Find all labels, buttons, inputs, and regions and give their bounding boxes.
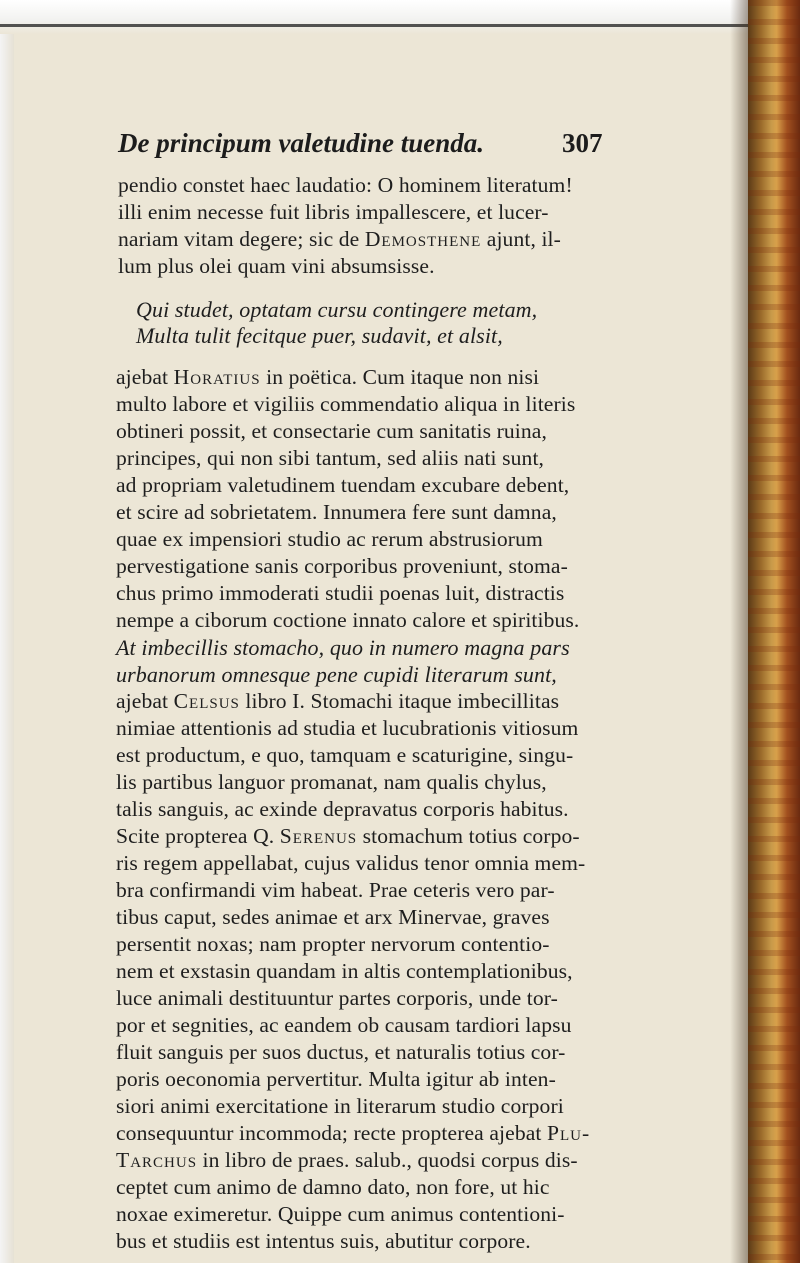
text-line: bra confirmandi vim habeat. Prae ceteris vero par- [116,878,555,902]
text-line: quae ex impensiori studio ac rerum abstrusiorum [116,527,543,551]
text-line: poris oeconomia pervertitur. Multa igitur ab inten- [116,1067,556,1091]
text-line: consequuntur incommoda; recte propterea ajebat Plu- [116,1121,591,1145]
text-line: persentit noxas; nam propter nervorum contentio- [116,932,550,956]
text-line: por et segnities, ac eandem ob causam tardiori lapsu [116,1013,572,1037]
text-line: nariam vitam degere; sic de Demosthene ajunt, il- [118,227,561,251]
text-line: principes, qui non sibi tantum, sed aliis nati sunt, [116,446,545,470]
text-line-italic: urbanorum omnesque pene cupidi literarum sunt, [116,662,557,687]
text-line: ceptet cum animo de damno dato, non fore, ut hic [116,1175,550,1199]
book-binding [748,0,800,1263]
text-line: chus primo immoderati studii poenas luit, distractis [116,581,565,605]
text-line: ajebat Celsus libro I. Stomachi itaque imbecillitas [116,689,560,713]
text-line: illi enim necesse fuit libris impallescere, et lucer- [118,200,549,224]
text-line: pervestigatione sanis corporibus proveniunt, stoma- [116,554,568,578]
text-line: lum plus olei quam vini absumsisse. [118,254,435,278]
text-line: bus et studiis est intentus suis, abutitur corpore. [116,1229,531,1253]
text-line: Tarchus in libro de praes. salub., quodsi corpus dis- [116,1148,578,1172]
text-line: ris regem appellabat, cujus validus tenor omnia mem- [116,851,586,875]
text-line: ad propriam valetudinem tuendam excubare debent, [116,473,570,497]
text-line: nimiae attentionis ad studia et lucubrationis vitiosum [116,716,579,740]
text-line: talis sanguis, ac exinde depravatus corporis habitus. [116,797,569,821]
text-line: nem et exstasin quandam in altis contemplationibus, [116,959,573,983]
page-number: 307 [562,128,603,158]
text-line: est productum, e quo, tamquam e scaturigine, singu- [116,743,574,767]
text-line-italic: At imbecillis stomacho, quo in numero magna pars [116,635,570,660]
text-line: tibus caput, sedes animae et arx Minervae, graves [116,905,550,929]
text-line: luce animali destituuntur partes corporis, unde tor- [116,986,558,1010]
running-title: De principum valetudine tuenda. [118,128,485,158]
text-line: fluit sanguis per suos ductus, et naturalis totius cor- [116,1040,566,1064]
text-line: pendio constet haec laudatio: O hominem literatum! [118,173,573,197]
text-line: siori animi exercitatione in literarum studio corpori [116,1094,564,1118]
verse-line: Multa tulit fecitque puer, sudavit, et alsit, [136,323,503,348]
text-line: multo labore et vigiliis commendatio aliqua in literis [116,392,576,416]
text-line: et scire ad sobrietatem. Innumera fere sunt damna, [116,500,557,524]
text-line: nempe a ciborum coctione innato calore et spiritibus. [116,608,580,632]
text-line: lis partibus languor promanat, nam qualis chylus, [116,770,547,794]
verse-line: Qui studet, optatam cursu contingere metam, [136,297,538,322]
text-line: obtineri possit, et consectarie cum sanitatis ruina, [116,419,547,443]
text-line: ajebat Horatius in poëtica. Cum itaque non nisi [116,365,540,389]
text-line: noxae eximeretur. Quippe cum animus contentioni- [116,1202,565,1226]
text-line: Scite propterea Q. Serenus stomachum totius corpo- [116,824,580,848]
